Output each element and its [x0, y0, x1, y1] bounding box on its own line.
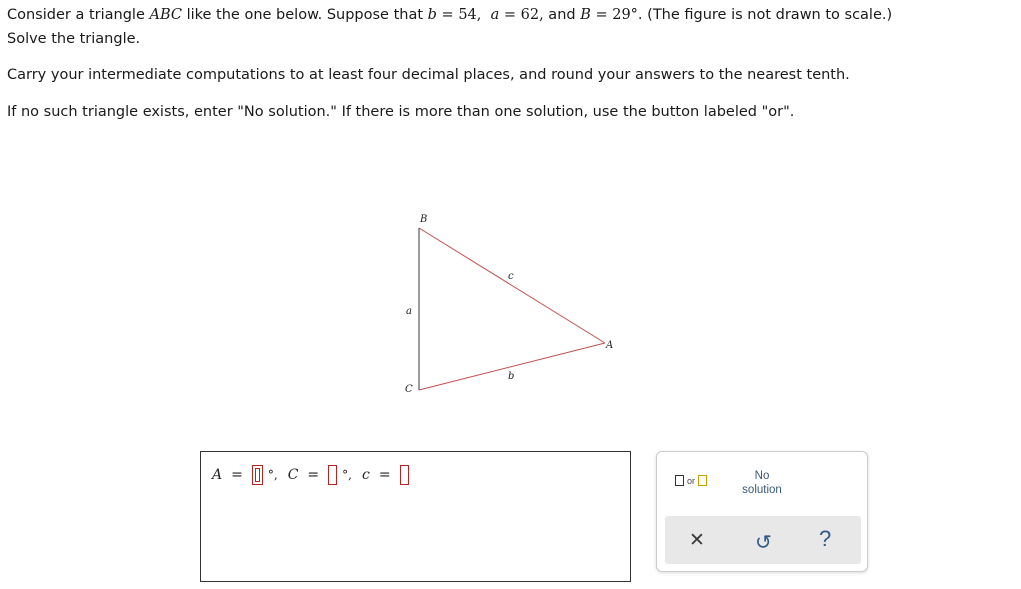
side-b-label: b [508, 371, 515, 382]
text-prefix: Consider a triangle [7, 7, 150, 23]
var-B: B [580, 7, 591, 23]
or-label: or [687, 475, 696, 486]
problem-statement-line-2: Solve the triangle. [7, 31, 141, 47]
vertex-B-label: B [420, 214, 428, 225]
triangle-name: ABC [149, 7, 182, 23]
angle-C-input[interactable] [328, 465, 337, 485]
close-icon[interactable]: ✕ [689, 529, 705, 551]
text-suffix: (The figure is not drawn to scale.) [642, 7, 893, 23]
val-b: = 54, [436, 7, 482, 23]
answer-box [200, 451, 631, 582]
or-button[interactable] [675, 475, 707, 486]
side-b-line [419, 343, 605, 390]
side-c-line [419, 228, 605, 343]
var-a: a [490, 7, 500, 23]
degree-separator: °, [267, 468, 278, 482]
triangle-figure [395, 205, 635, 405]
instruction-no-solution: If no such triangle exists, enter "No solution." If there is more than one solution, use the button labeled "or". [7, 104, 795, 120]
no-solution-button[interactable] [731, 469, 793, 497]
action-bar [665, 516, 861, 564]
no-solution-label-line1: No [754, 470, 770, 482]
answer-row [212, 465, 409, 485]
val-B: = 29°. [590, 7, 643, 23]
side-a-label: a [406, 306, 412, 317]
angle-A-input[interactable] [252, 465, 263, 485]
instruction-rounding: Carry your intermediate computations to at least four decimal places, and round your answers to the nearest tenth. [7, 67, 850, 83]
equals-sign: = [378, 467, 391, 483]
help-icon[interactable]: ? [819, 526, 832, 551]
no-solution-label-line2: solution [742, 484, 782, 496]
text-and: and [543, 7, 581, 23]
or-box-right-icon [698, 475, 707, 486]
text-middle: like the one below. Suppose that [181, 7, 428, 23]
vertex-C-label: C [405, 384, 413, 395]
vertex-A-label: A [606, 340, 614, 351]
side-c-label: c [508, 271, 514, 282]
angle-C-label: C [287, 467, 299, 483]
tool-panel [656, 451, 868, 572]
val-a: = 62, [499, 7, 544, 23]
angle-A-label: A [212, 467, 223, 483]
equals-sign: = [231, 467, 243, 483]
equals-sign: = [307, 467, 320, 483]
side-c-answer-label: c [361, 467, 370, 483]
or-box-left-icon [675, 475, 684, 486]
undo-icon[interactable]: ↺ [755, 530, 772, 554]
side-c-input[interactable] [400, 465, 409, 485]
problem-statement-line-1 [7, 7, 892, 23]
var-b: b [427, 7, 437, 23]
degree-separator: °, [342, 468, 352, 482]
